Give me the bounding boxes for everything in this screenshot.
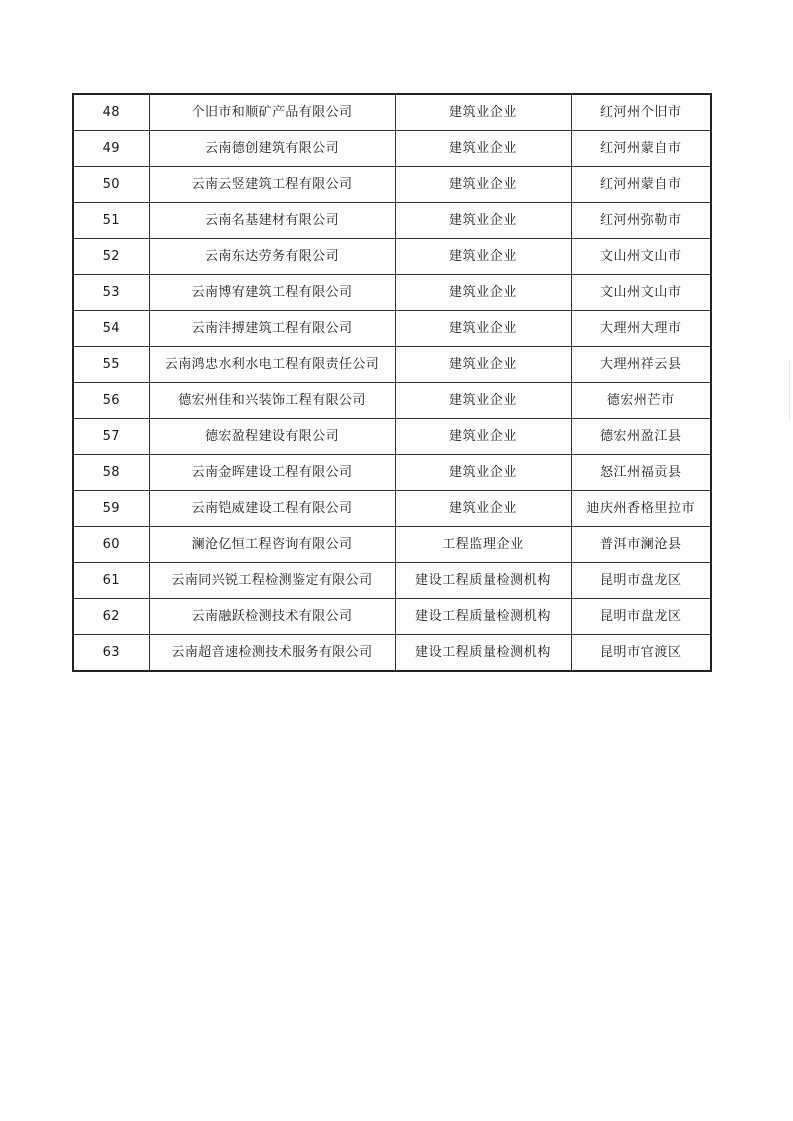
enterprise-table-body [73,94,711,671]
company-name: 云南名基建材有限公司 [149,203,395,239]
table-row [73,347,711,383]
enterprise-type: 建筑业企业 [395,311,571,347]
enterprise-type: 建筑业企业 [395,275,571,311]
table-row [73,275,711,311]
enterprise-type: 建筑业企业 [395,455,571,491]
location: 迪庆州香格里拉市 [571,491,711,527]
location: 红河州蒙自市 [571,167,711,203]
row-number: 51 [73,203,149,239]
row-number: 59 [73,491,149,527]
row-number: 57 [73,419,149,455]
enterprise-type: 建筑业企业 [395,347,571,383]
company-name: 澜沧亿恒工程咨询有限公司 [149,527,395,563]
company-name: 云南超音速检测技术服务有限公司 [149,635,395,672]
company-name: 云南德创建筑有限公司 [149,131,395,167]
enterprise-type: 建筑业企业 [395,131,571,167]
location: 红河州蒙自市 [571,131,711,167]
row-number: 48 [73,94,149,131]
location: 德宏州芒市 [571,383,711,419]
company-name: 云南鸿忠水利水电工程有限责任公司 [149,347,395,383]
location: 大理州祥云县 [571,347,711,383]
company-name: 云南云竖建筑工程有限公司 [149,167,395,203]
company-name: 德宏盈程建设有限公司 [149,419,395,455]
company-name: 个旧市和顺矿产品有限公司 [149,94,395,131]
row-number: 58 [73,455,149,491]
row-number: 62 [73,599,149,635]
company-name: 云南铠威建设工程有限公司 [149,491,395,527]
enterprise-type: 建筑业企业 [395,491,571,527]
row-number: 55 [73,347,149,383]
table-row [73,203,711,239]
row-number: 61 [73,563,149,599]
location: 红河州个旧市 [571,94,711,131]
location: 红河州弥勒市 [571,203,711,239]
location: 大理州大理市 [571,311,711,347]
company-name: 云南金晖建设工程有限公司 [149,455,395,491]
company-name: 云南融跃检测技术有限公司 [149,599,395,635]
table-row [73,491,711,527]
enterprise-type: 工程监理企业 [395,527,571,563]
enterprise-type: 建筑业企业 [395,239,571,275]
row-number: 60 [73,527,149,563]
row-number: 52 [73,239,149,275]
enterprise-type: 建设工程质量检测机构 [395,599,571,635]
row-number: 49 [73,131,149,167]
table-row [73,599,711,635]
company-name: 德宏州佳和兴装饰工程有限公司 [149,383,395,419]
location: 昆明市官渡区 [571,635,711,672]
table-row [73,527,711,563]
enterprise-table [72,93,712,672]
enterprise-type: 建筑业企业 [395,383,571,419]
table-row [73,419,711,455]
table-row [73,94,711,131]
location: 德宏州盈江县 [571,419,711,455]
table-row [73,131,711,167]
row-number: 56 [73,383,149,419]
company-name: 云南沣搏建筑工程有限公司 [149,311,395,347]
table-row [73,383,711,419]
enterprise-type: 建设工程质量检测机构 [395,563,571,599]
company-name: 云南博宥建筑工程有限公司 [149,275,395,311]
table-row [73,563,711,599]
table-row [73,455,711,491]
enterprise-type: 建设工程质量检测机构 [395,635,571,672]
table-row [73,167,711,203]
enterprise-type: 建筑业企业 [395,203,571,239]
location: 昆明市盘龙区 [571,563,711,599]
location: 文山州文山市 [571,239,711,275]
company-name: 云南东达劳务有限公司 [149,239,395,275]
table-row [73,635,711,672]
location: 文山州文山市 [571,275,711,311]
enterprise-type: 建筑业企业 [395,419,571,455]
row-number: 63 [73,635,149,672]
row-number: 50 [73,167,149,203]
location: 昆明市盘龙区 [571,599,711,635]
location: 普洱市澜沧县 [571,527,711,563]
enterprise-type: 建筑业企业 [395,167,571,203]
row-number: 54 [73,311,149,347]
table-row [73,239,711,275]
row-number: 53 [73,275,149,311]
scan-edge-mark [789,360,790,420]
location: 怒江州福贡县 [571,455,711,491]
table-row [73,311,711,347]
enterprise-type: 建筑业企业 [395,94,571,131]
company-name: 云南同兴锐工程检测鉴定有限公司 [149,563,395,599]
